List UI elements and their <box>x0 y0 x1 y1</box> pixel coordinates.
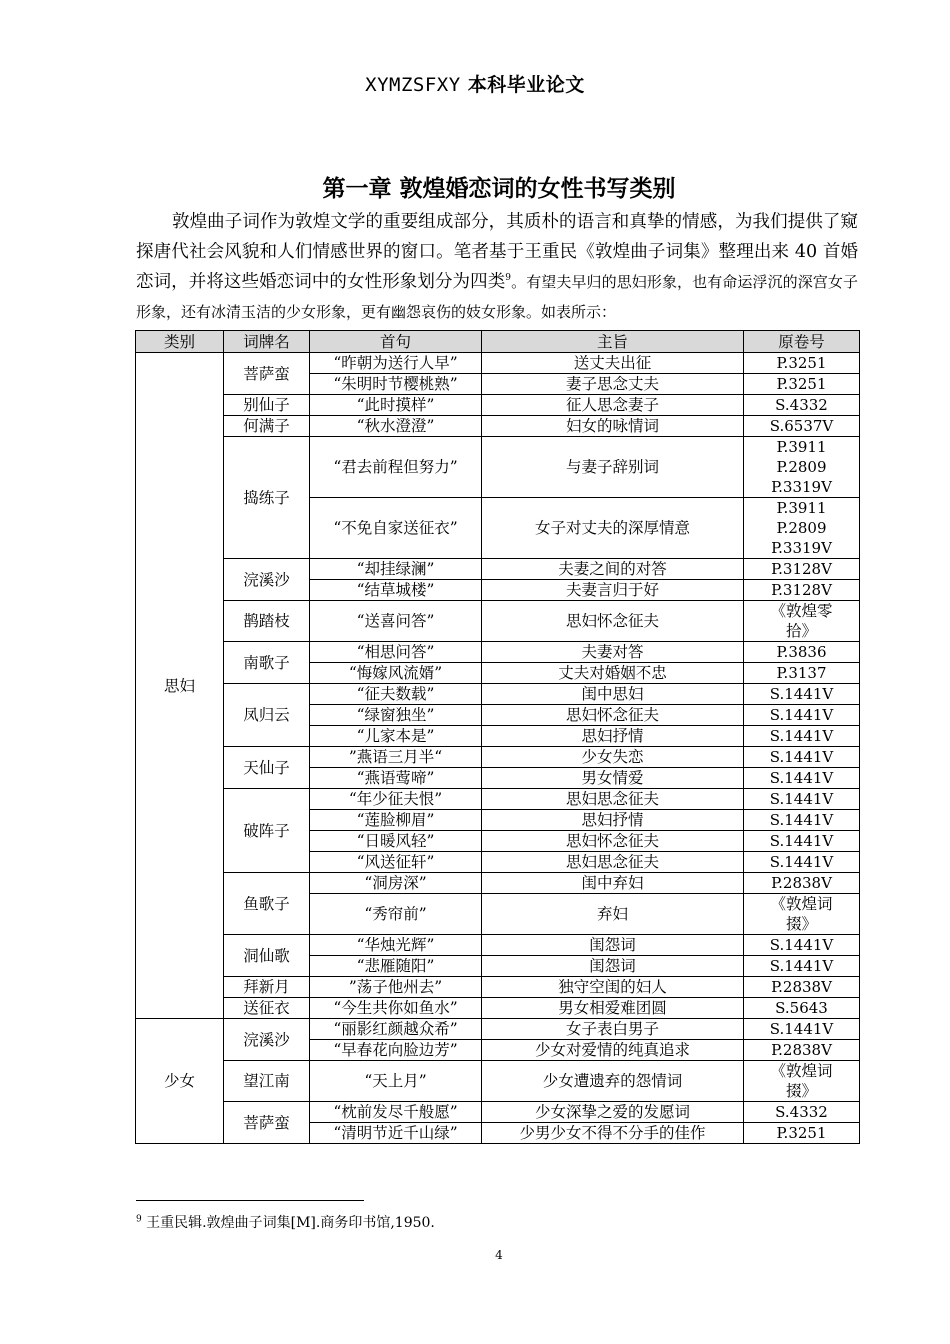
table-row <box>136 1019 860 1040</box>
first-line-cell: “今生共你如鱼水” <box>310 998 482 1019</box>
footnote-divider <box>136 1200 364 1201</box>
col-header-first-line: 首句 <box>310 331 482 353</box>
manuscript-cell: S.1441V <box>744 768 860 789</box>
manuscript-line: 拾》 <box>785 622 817 640</box>
footnote-ref: 9 <box>505 273 512 284</box>
theme-cell: 思妇抒情 <box>482 726 744 747</box>
manuscript-cell <box>744 894 860 935</box>
theme-cell: 独守空闺的妇人 <box>482 977 744 998</box>
theme-cell: 少女深挚之爱的发愿词 <box>482 1102 744 1123</box>
col-header-category: 类别 <box>136 331 224 353</box>
table-row <box>136 977 860 998</box>
ci-classification-table <box>135 330 860 1144</box>
tune-cell: 鹊踏枝 <box>224 601 310 642</box>
first-line-cell: “年少征夫恨” <box>310 789 482 810</box>
table-header-row <box>136 331 860 353</box>
col-header-tune: 词牌名 <box>224 331 310 353</box>
first-line-cell: “儿家本是” <box>310 726 482 747</box>
theme-cell: 思妇思念征夫 <box>482 789 744 810</box>
manuscript-cell: P.3251 <box>744 374 860 395</box>
first-line-cell: “秋水澄澄” <box>310 416 482 437</box>
category-cell: 少女 <box>136 1019 224 1144</box>
first-line-cell: “君去前程但努力” <box>310 437 482 498</box>
tune-cell: 别仙子 <box>224 395 310 416</box>
manuscript-cell: S.6537V <box>744 416 860 437</box>
footnote <box>136 1212 435 1232</box>
tune-cell: 洞仙歌 <box>224 935 310 977</box>
theme-cell: 妻子思念丈夫 <box>482 374 744 395</box>
first-line-cell: “结草城楼” <box>310 580 482 601</box>
manuscript-cell: S.1441V <box>744 705 860 726</box>
theme-cell: 少女遭遗弃的怨情词 <box>482 1061 744 1102</box>
first-line-cell: “绿窗独坐” <box>310 705 482 726</box>
table-row <box>136 684 860 705</box>
manuscript-cell: S.1441V <box>744 935 860 956</box>
tune-cell: 拜新月 <box>224 977 310 998</box>
first-line-cell: “相思问答” <box>310 642 482 663</box>
table-row <box>136 1061 860 1102</box>
manuscript-cell: S.1441V <box>744 684 860 705</box>
first-line-cell: ”燕语三月半“ <box>310 747 482 768</box>
manuscript-cell: P.3251 <box>744 1123 860 1144</box>
first-line-cell: “莲脸柳眉” <box>310 810 482 831</box>
first-line-cell: “华烛光辉” <box>310 935 482 956</box>
manuscript-cell: S.4332 <box>744 1102 860 1123</box>
tune-cell: 捣练子 <box>224 437 310 559</box>
theme-cell: 闺怨词 <box>482 935 744 956</box>
manuscript-line: P.3911 <box>776 499 827 517</box>
manuscript-cell: P.2838V <box>744 977 860 998</box>
first-line-cell: “风送征轩” <box>310 852 482 873</box>
manuscript-cell: P.3836 <box>744 642 860 663</box>
theme-cell: 丈夫对婚姻不忠 <box>482 663 744 684</box>
manuscript-cell <box>744 601 860 642</box>
first-line-cell: “此时摸样” <box>310 395 482 416</box>
table-row <box>136 559 860 580</box>
manuscript-cell: S.1441V <box>744 852 860 873</box>
table-row <box>136 1102 860 1123</box>
theme-cell: 少男少女不得不分手的佳作 <box>482 1123 744 1144</box>
theme-cell: 思妇思念征夫 <box>482 852 744 873</box>
theme-cell: 夫妻之间的对答 <box>482 559 744 580</box>
first-line-cell: “不免自家送征衣” <box>310 498 482 559</box>
manuscript-cell: P.3128V <box>744 580 860 601</box>
first-line-cell: “清明节近千山绿” <box>310 1123 482 1144</box>
theme-cell: 女子对丈夫的深厚情意 <box>482 498 744 559</box>
manuscript-line: 掇》 <box>785 1082 817 1100</box>
manuscript-line: P.3319V <box>771 539 832 557</box>
manuscript-cell: S.1441V <box>744 831 860 852</box>
manuscript-line: 《敦煌词 <box>770 895 833 913</box>
footnote-mark: 9 <box>136 1214 142 1225</box>
manuscript-line: P.3319V <box>771 478 832 496</box>
first-line-cell: “枕前发尽千般愿” <box>310 1102 482 1123</box>
theme-cell: 送丈夫出征 <box>482 353 744 374</box>
theme-cell: 闺中弃妇 <box>482 873 744 894</box>
first-line-cell: “天上月” <box>310 1061 482 1102</box>
first-line-cell: “朱明时节樱桃熟” <box>310 374 482 395</box>
tune-cell: 望江南 <box>224 1061 310 1102</box>
theme-cell: 闺怨词 <box>482 956 744 977</box>
table-row <box>136 353 860 374</box>
tune-cell: 菩萨蛮 <box>224 353 310 395</box>
first-line-cell: “却挂绿澜” <box>310 559 482 580</box>
first-line-cell: “日暖风轻” <box>310 831 482 852</box>
theme-cell: 男女情爱 <box>482 768 744 789</box>
first-line-cell: “送喜问答” <box>310 601 482 642</box>
table-row <box>136 395 860 416</box>
tune-cell: 天仙子 <box>224 747 310 789</box>
manuscript-cell: S.1441V <box>744 810 860 831</box>
manuscript-cell: S.4332 <box>744 395 860 416</box>
theme-cell: 思妇抒情 <box>482 810 744 831</box>
first-line-cell: “悔嫁风流婿” <box>310 663 482 684</box>
tune-cell: 何满子 <box>224 416 310 437</box>
theme-cell: 闺中思妇 <box>482 684 744 705</box>
table-row <box>136 416 860 437</box>
tune-cell: 凤归云 <box>224 684 310 747</box>
first-line-cell: “早春花向脸边芳” <box>310 1040 482 1061</box>
theme-cell: 征人思念妻子 <box>482 395 744 416</box>
tune-cell: 破阵子 <box>224 789 310 873</box>
first-line-cell: “秀帘前” <box>310 894 482 935</box>
table-row <box>136 601 860 642</box>
manuscript-cell: P.2838V <box>744 1040 860 1061</box>
header-suffix: 本科毕业论文 <box>460 74 585 96</box>
manuscript-cell <box>744 498 860 559</box>
tune-cell: 送征衣 <box>224 998 310 1019</box>
page-number: 4 <box>495 1248 503 1262</box>
theme-cell: 妇女的咏情词 <box>482 416 744 437</box>
manuscript-cell <box>744 1061 860 1102</box>
theme-cell: 与妻子辞别词 <box>482 437 744 498</box>
footnote-text: 王重民辑.敦煌曲子词集[M].商务印书馆,1950. <box>141 1215 435 1231</box>
manuscript-cell: S.1441V <box>744 726 860 747</box>
manuscript-cell: S.5643 <box>744 998 860 1019</box>
manuscript-cell: S.1441V <box>744 1019 860 1040</box>
theme-cell: 少女对爱情的纯真追求 <box>482 1040 744 1061</box>
tune-cell: 浣溪沙 <box>224 559 310 601</box>
theme-cell: 夫妻言归于好 <box>482 580 744 601</box>
theme-cell: 女子表白男子 <box>482 1019 744 1040</box>
col-header-manuscript: 原卷号 <box>744 331 860 353</box>
theme-cell: 少女失恋 <box>482 747 744 768</box>
paragraph-part1: 敦煌曲子词作为敦煌文学的重要组成部分，其质朴的语言和真挚的情感，为我们提供了窥探唐代社会风貌和人们情感世界的窗口。笔者基于王重民《敦煌曲子词集》整理出来 40 首婚恋词，并将这些婚恋词中的女性形象划分为四类 <box>136 212 858 292</box>
manuscript-cell: P.3137 <box>744 663 860 684</box>
manuscript-cell: P.2838V <box>744 873 860 894</box>
manuscript-line: P.2809 <box>776 519 827 537</box>
manuscript-line: 《敦煌零 <box>770 602 833 620</box>
table-row <box>136 789 860 810</box>
first-line-cell: “燕语莺啼” <box>310 768 482 789</box>
tune-cell: 浣溪沙 <box>224 1019 310 1061</box>
theme-cell: 弃妇 <box>482 894 744 935</box>
manuscript-cell: P.3128V <box>744 559 860 580</box>
category-cell: 思妇 <box>136 353 224 1019</box>
table-row <box>136 873 860 894</box>
theme-cell: 男女相爱难团圆 <box>482 998 744 1019</box>
theme-cell: 夫妻对答 <box>482 642 744 663</box>
manuscript-cell: S.1441V <box>744 747 860 768</box>
theme-cell: 思妇怀念征夫 <box>482 601 744 642</box>
first-line-cell: “昨朝为送行人早” <box>310 353 482 374</box>
first-line-cell: ”荡子他州去” <box>310 977 482 998</box>
paragraph-part2: 。有望夫早归的思妇形象，也有命运浮沉的深宫女子形象，还有冰清玉洁的少女形象，更有幽怨哀伤的妓女形象。如表所示： <box>136 273 858 321</box>
table-row <box>136 935 860 956</box>
first-line-cell: “悲雁随阳” <box>310 956 482 977</box>
table-row <box>136 998 860 1019</box>
running-header <box>0 70 950 97</box>
manuscript-cell <box>744 437 860 498</box>
theme-cell: 思妇怀念征夫 <box>482 831 744 852</box>
manuscript-cell: S.1441V <box>744 956 860 977</box>
manuscript-line: 《敦煌词 <box>770 1062 833 1080</box>
intro-paragraph <box>136 207 858 327</box>
manuscript-cell: P.3251 <box>744 353 860 374</box>
tune-cell: 南歌子 <box>224 642 310 684</box>
theme-cell: 思妇怀念征夫 <box>482 705 744 726</box>
chapter-title: 第一章 敦煌婚恋词的女性书写类别 <box>322 176 676 202</box>
header-code: XYMZSFXY <box>365 74 461 96</box>
tune-cell: 菩萨蛮 <box>224 1102 310 1144</box>
manuscript-line: 掇》 <box>785 915 817 933</box>
table-row <box>136 642 860 663</box>
first-line-cell: “征夫数载” <box>310 684 482 705</box>
col-header-theme: 主旨 <box>482 331 744 353</box>
manuscript-line: P.3911 <box>776 438 827 456</box>
first-line-cell: “洞房深” <box>310 873 482 894</box>
table-row <box>136 437 860 498</box>
table-row <box>136 747 860 768</box>
manuscript-cell: S.1441V <box>744 789 860 810</box>
first-line-cell: “丽影红颜越众希” <box>310 1019 482 1040</box>
tune-cell: 鱼歌子 <box>224 873 310 935</box>
manuscript-line: P.2809 <box>776 458 827 476</box>
